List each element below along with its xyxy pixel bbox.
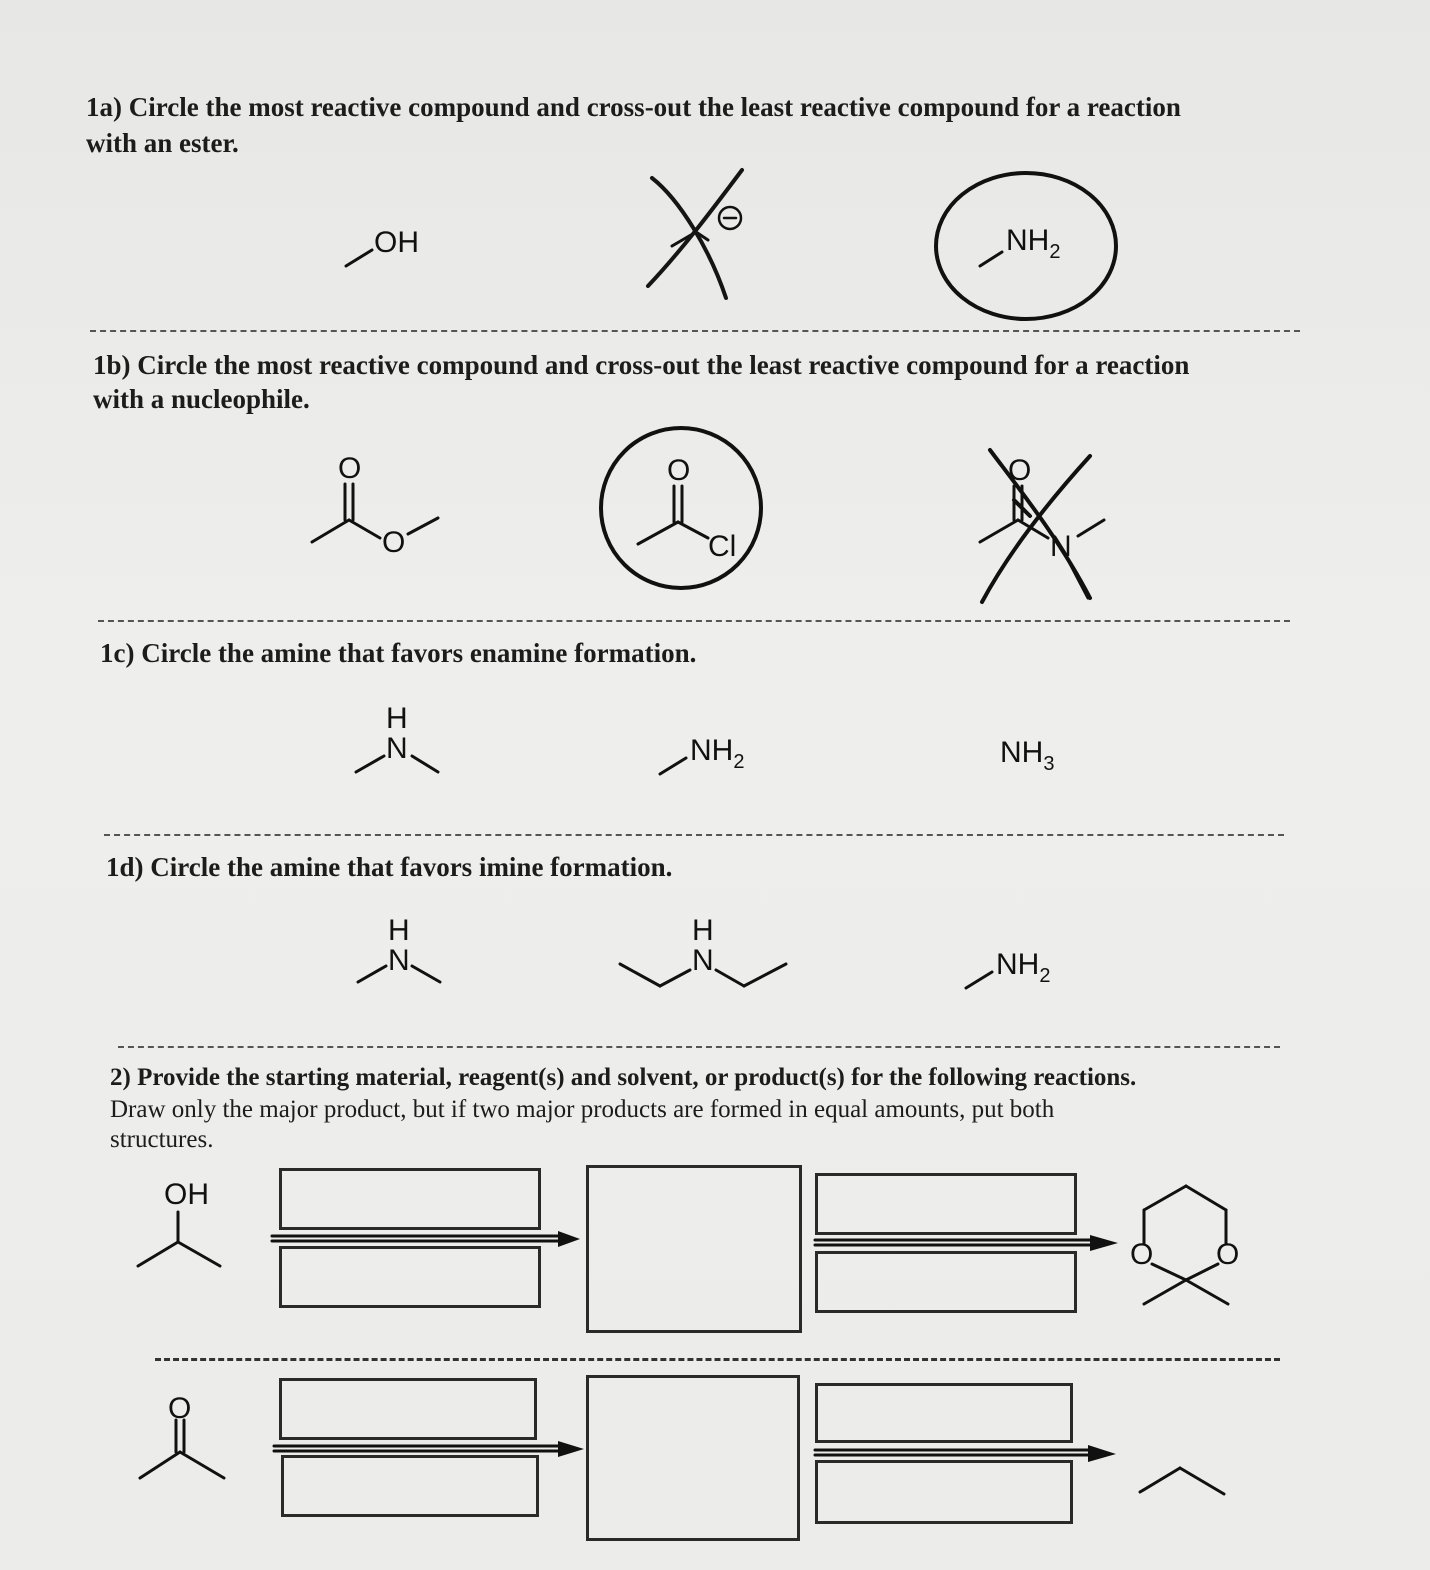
q1c-nh2-label: $NH_2$ [690, 734, 745, 773]
q1d-h-label-1: H [388, 914, 410, 947]
q1a-ethanol [346, 250, 372, 266]
q1b-cross-out-mark [982, 450, 1090, 602]
q2-acetal-o-right: O [1216, 1238, 1240, 1271]
q1c-ethylamine [660, 758, 686, 774]
q1d-ethylamine [966, 972, 992, 988]
q1a-cross-out-mark [648, 170, 742, 298]
q1b-text-line1: 1b) Circle the most reactive compound and cross-out the least reactive compound for a reaction [93, 350, 1190, 380]
q2-arrow-2 [815, 1240, 1092, 1245]
q1d-text: 1d) Circle the amine that favors imine formation. [106, 852, 673, 882]
q1b-text-line2: with a nucleophile. [93, 384, 310, 414]
q1c-h-label: H [386, 702, 408, 735]
q1a-nh2-label: $NH_2$ [1006, 224, 1061, 263]
q1c-nh3-label: $NH_3$ [1000, 736, 1055, 775]
q2-ketone-o-label: O [168, 1392, 192, 1425]
q1a-oh-label: OH [374, 226, 419, 259]
q1c-text: 1c) Circle the amine that favors enamine formation. [100, 638, 697, 668]
q2b-arrow-1 [274, 1446, 560, 1451]
q1b-cl-label: Cl [708, 530, 737, 563]
q1b-amide-n: N [1050, 530, 1072, 563]
q2-oh-label: OH [164, 1178, 209, 1211]
q1b-amide-o: O [1008, 454, 1032, 487]
q1b-acid-chloride-o: O [667, 454, 691, 487]
q2-isopropanol [138, 1212, 220, 1266]
q2-acetal-o-left: O [1130, 1238, 1154, 1271]
q1d-n-label-2: N [692, 944, 714, 977]
q2-text-line2: Draw only the major product, but if two major products are formed in equal amounts, put both [110, 1096, 1055, 1123]
q1c-n-label: N [386, 732, 408, 765]
q2-acetone [140, 1420, 224, 1478]
q2b-arrowhead-2 [1088, 1445, 1116, 1462]
q1a-text-line2: with an ester. [86, 128, 239, 158]
q2-text-line3: structures. [110, 1126, 214, 1153]
q1d-n-label-1: N [388, 944, 410, 977]
q2b-product-fragment [1140, 1468, 1224, 1494]
q1b-ester-carbonyl-o: O [338, 452, 362, 485]
q1a-ethylamine [980, 252, 1002, 266]
q1d-nh2-label: $NH_2$ [996, 948, 1051, 987]
q1b-ester [312, 484, 438, 542]
q2-arrow-1 [272, 1236, 558, 1241]
q2b-arrow-2 [815, 1450, 1090, 1455]
q1a-text-line1: 1a) Circle the most reactive compound and cross-out the least reactive compound for a reaction [86, 92, 1181, 122]
q1b-ester-ether-o: O [382, 526, 406, 559]
q2-text-line1-bold: 2) Provide the starting material, reagent(s) and solvent, or product(s) for the following reactions. [110, 1064, 1137, 1091]
q1b-acid-chloride [638, 486, 708, 544]
q2b-arrowhead-1 [558, 1441, 584, 1457]
q1b-amide [980, 486, 1104, 598]
q2-arrowhead-1 [558, 1231, 580, 1247]
q2-arrowhead-2 [1090, 1235, 1118, 1251]
q1d-h-label-2: H [692, 914, 714, 947]
